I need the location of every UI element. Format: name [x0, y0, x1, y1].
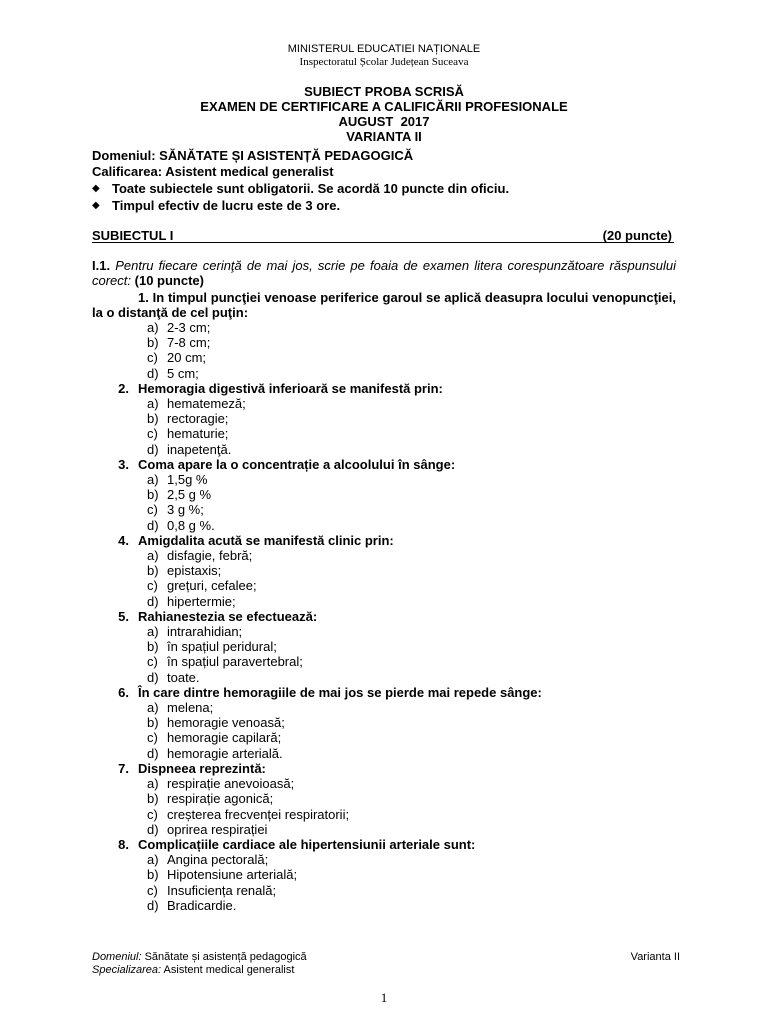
option-letter: d): [147, 745, 159, 761]
question-text: Amigdalita acută se manifestă clinic prin:: [138, 532, 394, 548]
option-text: hemoragie venoasă;: [167, 715, 285, 731]
option-letter: a): [147, 776, 159, 792]
answer-option: [92, 335, 692, 350]
option-letter: c): [147, 882, 158, 898]
option-text: grețuri, cefalee;: [167, 578, 257, 594]
option-letter: b): [147, 867, 159, 883]
answer-option: [92, 350, 692, 365]
question-heading: [92, 837, 692, 852]
option-letter: a): [147, 700, 159, 716]
answer-option: [92, 807, 692, 822]
option-text: 3 g %;: [167, 502, 204, 518]
footer-domain: Domeniul: Sănătate și asistență pedagogică: [92, 951, 307, 963]
title-line-4: VARIANTA II: [346, 129, 422, 144]
question-number: 7.: [118, 760, 129, 776]
rule-bullet: [92, 198, 692, 214]
question-text: Hemoragia digestivă inferioară se manifestă prin:: [138, 380, 443, 396]
answer-option: [92, 852, 692, 867]
answer-option: [92, 563, 692, 578]
answer-option: [92, 502, 692, 517]
question-number: 6.: [118, 684, 129, 700]
title-line-3: AUGUST 2017: [338, 114, 430, 129]
page-number: 1: [380, 990, 388, 1005]
question-number: 5.: [118, 608, 129, 624]
option-letter: b): [147, 487, 159, 503]
answer-option: [92, 898, 692, 913]
option-letter: c): [147, 654, 158, 670]
option-text: 7-8 cm;: [167, 335, 211, 351]
question-heading: [92, 761, 692, 776]
question-item: [92, 761, 692, 837]
answer-option: [92, 442, 692, 457]
section-points: (20 puncte): [602, 228, 672, 243]
option-text: toate.: [167, 669, 200, 685]
answer-option: [92, 396, 692, 411]
option-text: creșterea frecvenței respiratorii;: [167, 806, 350, 822]
question-heading: [92, 685, 692, 700]
option-letter: a): [147, 472, 159, 488]
option-text: rectoragie;: [167, 411, 229, 427]
footer-specialization: Specializarea: Asistent medical generalist: [92, 964, 295, 976]
instruction-paragraph: [92, 258, 676, 288]
diamond-bullet-icon: ◆: [92, 183, 100, 194]
answer-option: [92, 639, 692, 654]
option-letter: d): [147, 441, 159, 457]
answer-option: [92, 426, 692, 441]
question-text: Rahianestezia se efectuează:: [138, 608, 318, 624]
instruction-number: I.1.: [92, 258, 111, 273]
answer-option: [92, 320, 692, 335]
question-number: 4.: [118, 532, 129, 548]
option-letter: a): [147, 852, 159, 868]
option-letter: d): [147, 669, 159, 685]
question-text: Complicațiile cardiace ale hipertensiunii arteriale sunt:: [138, 836, 476, 852]
answer-option: [92, 715, 692, 730]
answer-option: [92, 594, 692, 609]
exam-titles: [0, 84, 768, 144]
instruction-text: Pentru fiecare cerinţă de mai jos, scrie pe foaia de examen litera corespunzătoare răspunsului corect:: [92, 258, 676, 288]
page-footer: [92, 951, 680, 977]
question-1-number: 1.: [138, 290, 149, 305]
answer-option: [92, 730, 692, 745]
answer-option: [92, 518, 692, 533]
question-text: Coma apare la o concentrație a alcoolului în sânge:: [138, 456, 456, 472]
question-1-text-block: [92, 290, 676, 320]
answer-option: [92, 366, 692, 381]
option-letter: b): [147, 411, 159, 427]
answer-option: [92, 700, 692, 715]
option-letter: c): [147, 350, 158, 366]
option-letter: c): [147, 806, 158, 822]
option-letter: d): [147, 821, 159, 837]
option-letter: c): [147, 502, 158, 518]
section-heading: [92, 228, 674, 244]
question-text: În care dintre hemoragiile de mai jos se pierde mai repede sânge:: [138, 684, 542, 700]
option-text: 2-3 cm;: [167, 320, 211, 335]
option-letter: b): [147, 791, 159, 807]
rule-text: Timpul efectiv de lucru este de 3 ore.: [112, 198, 341, 213]
exam-meta: [92, 148, 692, 214]
option-text: epistaxis;: [167, 563, 222, 579]
answer-option: [92, 867, 692, 882]
option-letter: d): [147, 517, 159, 533]
answer-option: [92, 776, 692, 791]
option-letter: b): [147, 335, 159, 351]
qualification-line: Calificarea: Asistent medical generalist: [92, 164, 334, 179]
rule-bullet: [92, 181, 692, 197]
option-letter: a): [147, 548, 159, 564]
option-text: hematurie;: [167, 426, 229, 442]
option-text: hemoragie arterială.: [167, 745, 283, 761]
question-text: Dispneea reprezintă:: [138, 760, 266, 776]
answer-option: [92, 578, 692, 593]
option-letter: d): [147, 593, 159, 609]
question-heading: [92, 457, 692, 472]
option-letter: b): [147, 563, 159, 579]
option-letter: d): [147, 897, 159, 913]
option-letter: c): [147, 730, 158, 746]
question-item: [92, 685, 692, 761]
option-text: Angina pectorală;: [167, 852, 269, 868]
option-text: în spațiul paravertebral;: [167, 654, 303, 670]
question-heading: [92, 609, 692, 624]
option-text: Bradicardie.: [167, 897, 237, 913]
answer-option: [92, 883, 692, 898]
option-text: hematemeză;: [167, 396, 246, 412]
ministry-header: MINISTERUL EDUCATIEI NAȚIONALE: [287, 43, 481, 55]
question-item: [92, 457, 692, 533]
option-letter: b): [147, 639, 159, 655]
option-text: oprirea respirației: [167, 821, 268, 837]
question-item: [92, 609, 692, 685]
option-text: disfagie, febră;: [167, 548, 253, 564]
title-line-2: EXAMEN DE CERTIFICARE A CALIFICĂRII PROFESIONALE: [200, 99, 568, 114]
answer-option: [92, 670, 692, 685]
answer-option: [92, 548, 692, 563]
inspectorate-header: Inspectoratul Școlar Județean Suceava: [299, 56, 469, 68]
option-text: hipertermie;: [167, 593, 236, 609]
option-text: Insuficiența renală;: [167, 882, 277, 898]
title-line-1: SUBIECT PROBA SCRISĂ: [304, 84, 464, 99]
option-text: 2,5 g %: [167, 487, 212, 503]
question-number: 2.: [118, 380, 129, 396]
option-letter: c): [147, 578, 158, 594]
answer-option: [92, 411, 692, 426]
option-letter: d): [147, 365, 159, 381]
option-text: în spațiul peridural;: [167, 639, 277, 655]
question-number: 3.: [118, 456, 129, 472]
answer-option: [92, 746, 692, 761]
question-heading: [92, 381, 692, 396]
question-1-text: In timpul puncţiei venoase periferice garoul se aplică deasupra locului venopuncţiei, la o distanţă de cel puţin:: [92, 290, 676, 320]
option-text: Hipotensiune arterială;: [167, 867, 298, 883]
option-letter: a): [147, 320, 159, 335]
answer-option: [92, 624, 692, 639]
instruction-points: (10 puncte): [134, 273, 204, 288]
answer-option: [92, 822, 692, 837]
option-text: 0,8 g %.: [167, 517, 215, 533]
answer-option: [92, 487, 692, 502]
answer-option: [92, 654, 692, 669]
question-item: [92, 837, 692, 913]
option-text: 5 cm;: [167, 365, 199, 381]
option-text: 1,5g %: [167, 472, 208, 488]
option-text: intrarahidian;: [167, 624, 243, 640]
option-letter: c): [147, 426, 158, 442]
answer-option: [92, 472, 692, 487]
option-letter: a): [147, 396, 159, 412]
answer-option: [92, 791, 692, 806]
question-item: [92, 381, 692, 457]
section-underline: [92, 242, 674, 243]
question-heading: [92, 533, 692, 548]
option-letter: a): [147, 624, 159, 640]
option-text: 20 cm;: [167, 350, 207, 366]
option-letter: b): [147, 715, 159, 731]
rule-text: Toate subiectele sunt obligatorii. Se acordă 10 puncte din oficiu.: [112, 181, 510, 196]
question-number: 8.: [118, 836, 129, 852]
question-item: [92, 533, 692, 609]
option-text: inapetenţă.: [167, 441, 232, 457]
option-text: melena;: [167, 700, 214, 716]
option-text: respirație agonică;: [167, 791, 274, 807]
option-text: respirație anevoioasă;: [167, 776, 295, 792]
option-text: hemoragie capilară;: [167, 730, 282, 746]
question-item: [92, 320, 692, 381]
section-title: SUBIECTUL I: [92, 228, 174, 243]
domain-line: Domeniul: SĂNĂTATE ȘI ASISTENȚĂ PEDAGOGICĂ: [92, 148, 414, 163]
question-list: [92, 320, 692, 913]
diamond-bullet-icon: ◆: [92, 200, 100, 211]
footer-variant: Varianta II: [630, 951, 680, 963]
